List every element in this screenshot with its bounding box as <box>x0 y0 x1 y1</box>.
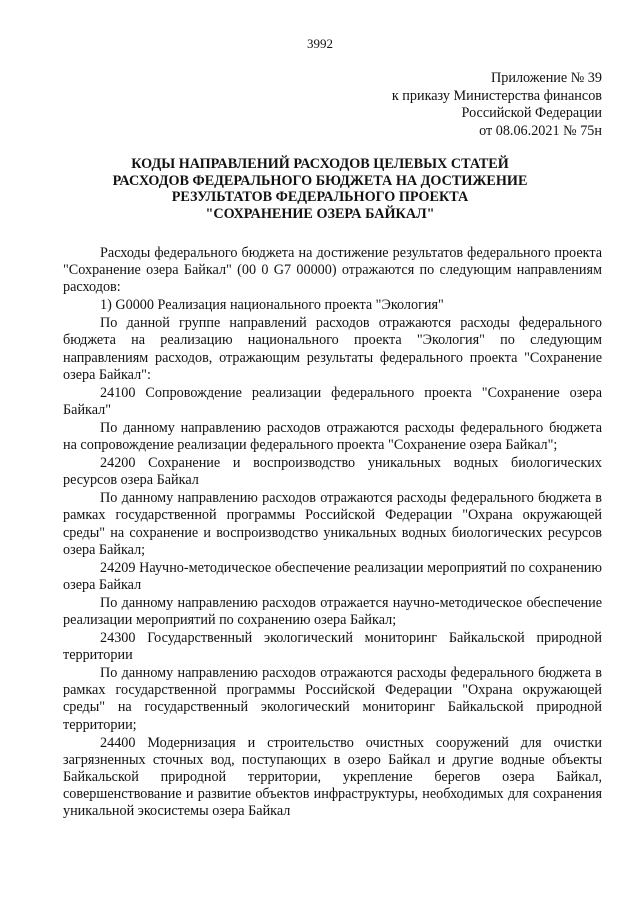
document-body <box>63 245 602 820</box>
paragraph: 1) G0000 Реализация национального проекта "Экология" <box>100 297 444 314</box>
title-line: РЕЗУЛЬТАТОВ ФЕДЕРАЛЬНОГО ПРОЕКТА <box>171 189 469 206</box>
title-line: КОДЫ НАПРАВЛЕНИЙ РАСХОДОВ ЦЕЛЕВЫХ СТАТЕЙ <box>131 156 509 172</box>
paragraph: 24400 Модернизация и строительство очистных сооружений для очистки загрязненных сточных вод, поступающих в озеро Байкал и другие водные объекты Байкальской природной территории, укрепление берегов озера Байкал, совершенствование и развитие объектов инфраструктуры, необходимых для сохранения уникальной экосистемы озера Байкал <box>63 734 602 819</box>
title-line: "СОХРАНЕНИЕ ОЗЕРА БАЙКАЛ" <box>205 205 435 222</box>
paragraph: Расходы федерального бюджета на достижение результатов федерального проекта "Сохранение озера Байкал" (00 0 G7 00000) отражаются по следующим направлениям расходов: <box>63 245 602 296</box>
appendix-line: от 08.06.2021 № 75н <box>479 122 602 139</box>
paragraph: 24200 Сохранение и воспроизводство уникальных водных биологических ресурсов озера Байкал <box>63 455 602 489</box>
paragraph: 24100 Сопровождение реализации федерального проекта "Сохранение озера Байкал" <box>63 384 602 418</box>
page-number: 3992 <box>307 36 333 51</box>
paragraph: По данному направлению расходов отражается научно-методическое обеспечение реализации мероприятий по сохранению озера Байкал; <box>63 594 602 628</box>
appendix-header <box>392 70 602 140</box>
paragraph: По данной группе направлений расходов отражаются расходы федерального бюджета на реализацию национального проекта "Экология" по следующим направлениям расходов, отражающим результаты федерального проекта "Сохранение озера Байкал": <box>63 315 602 383</box>
title-line: РАСХОДОВ ФЕДЕРАЛЬНОГО БЮДЖЕТА НА ДОСТИЖЕНИЕ <box>112 172 528 189</box>
paragraph: 24209 Научно-методическое обеспечение реализации мероприятий по сохранению озера Байкал <box>63 559 602 593</box>
paragraph: По данному направлению расходов отражаются расходы федерального бюджета в рамках государственной программы Российской Федерации "Охрана окружающей среды" на сохранение и воспроизводство уникальных водных биологических ресурсов озера Байкал; <box>63 490 602 558</box>
paragraph: 24300 Государственный экологический мониторинг Байкальской природной территории <box>63 630 602 664</box>
paragraph: По данному направлению расходов отражаются расходы федерального бюджета на сопровождение реализации федерального проекта "Сохранение озера Байкал"; <box>63 419 602 454</box>
paragraph: По данному направлению расходов отражаются расходы федерального бюджета в рамках государственной программы Российской Федерации "Охрана окружающей среды" на государственный экологический мониторинг Байкальской природной территории; <box>63 665 602 733</box>
appendix-line: Российской Федерации <box>461 105 602 122</box>
document-title <box>0 156 640 222</box>
appendix-line: к приказу Министерства финансов <box>391 87 602 104</box>
appendix-line: Приложение № 39 <box>491 70 602 86</box>
